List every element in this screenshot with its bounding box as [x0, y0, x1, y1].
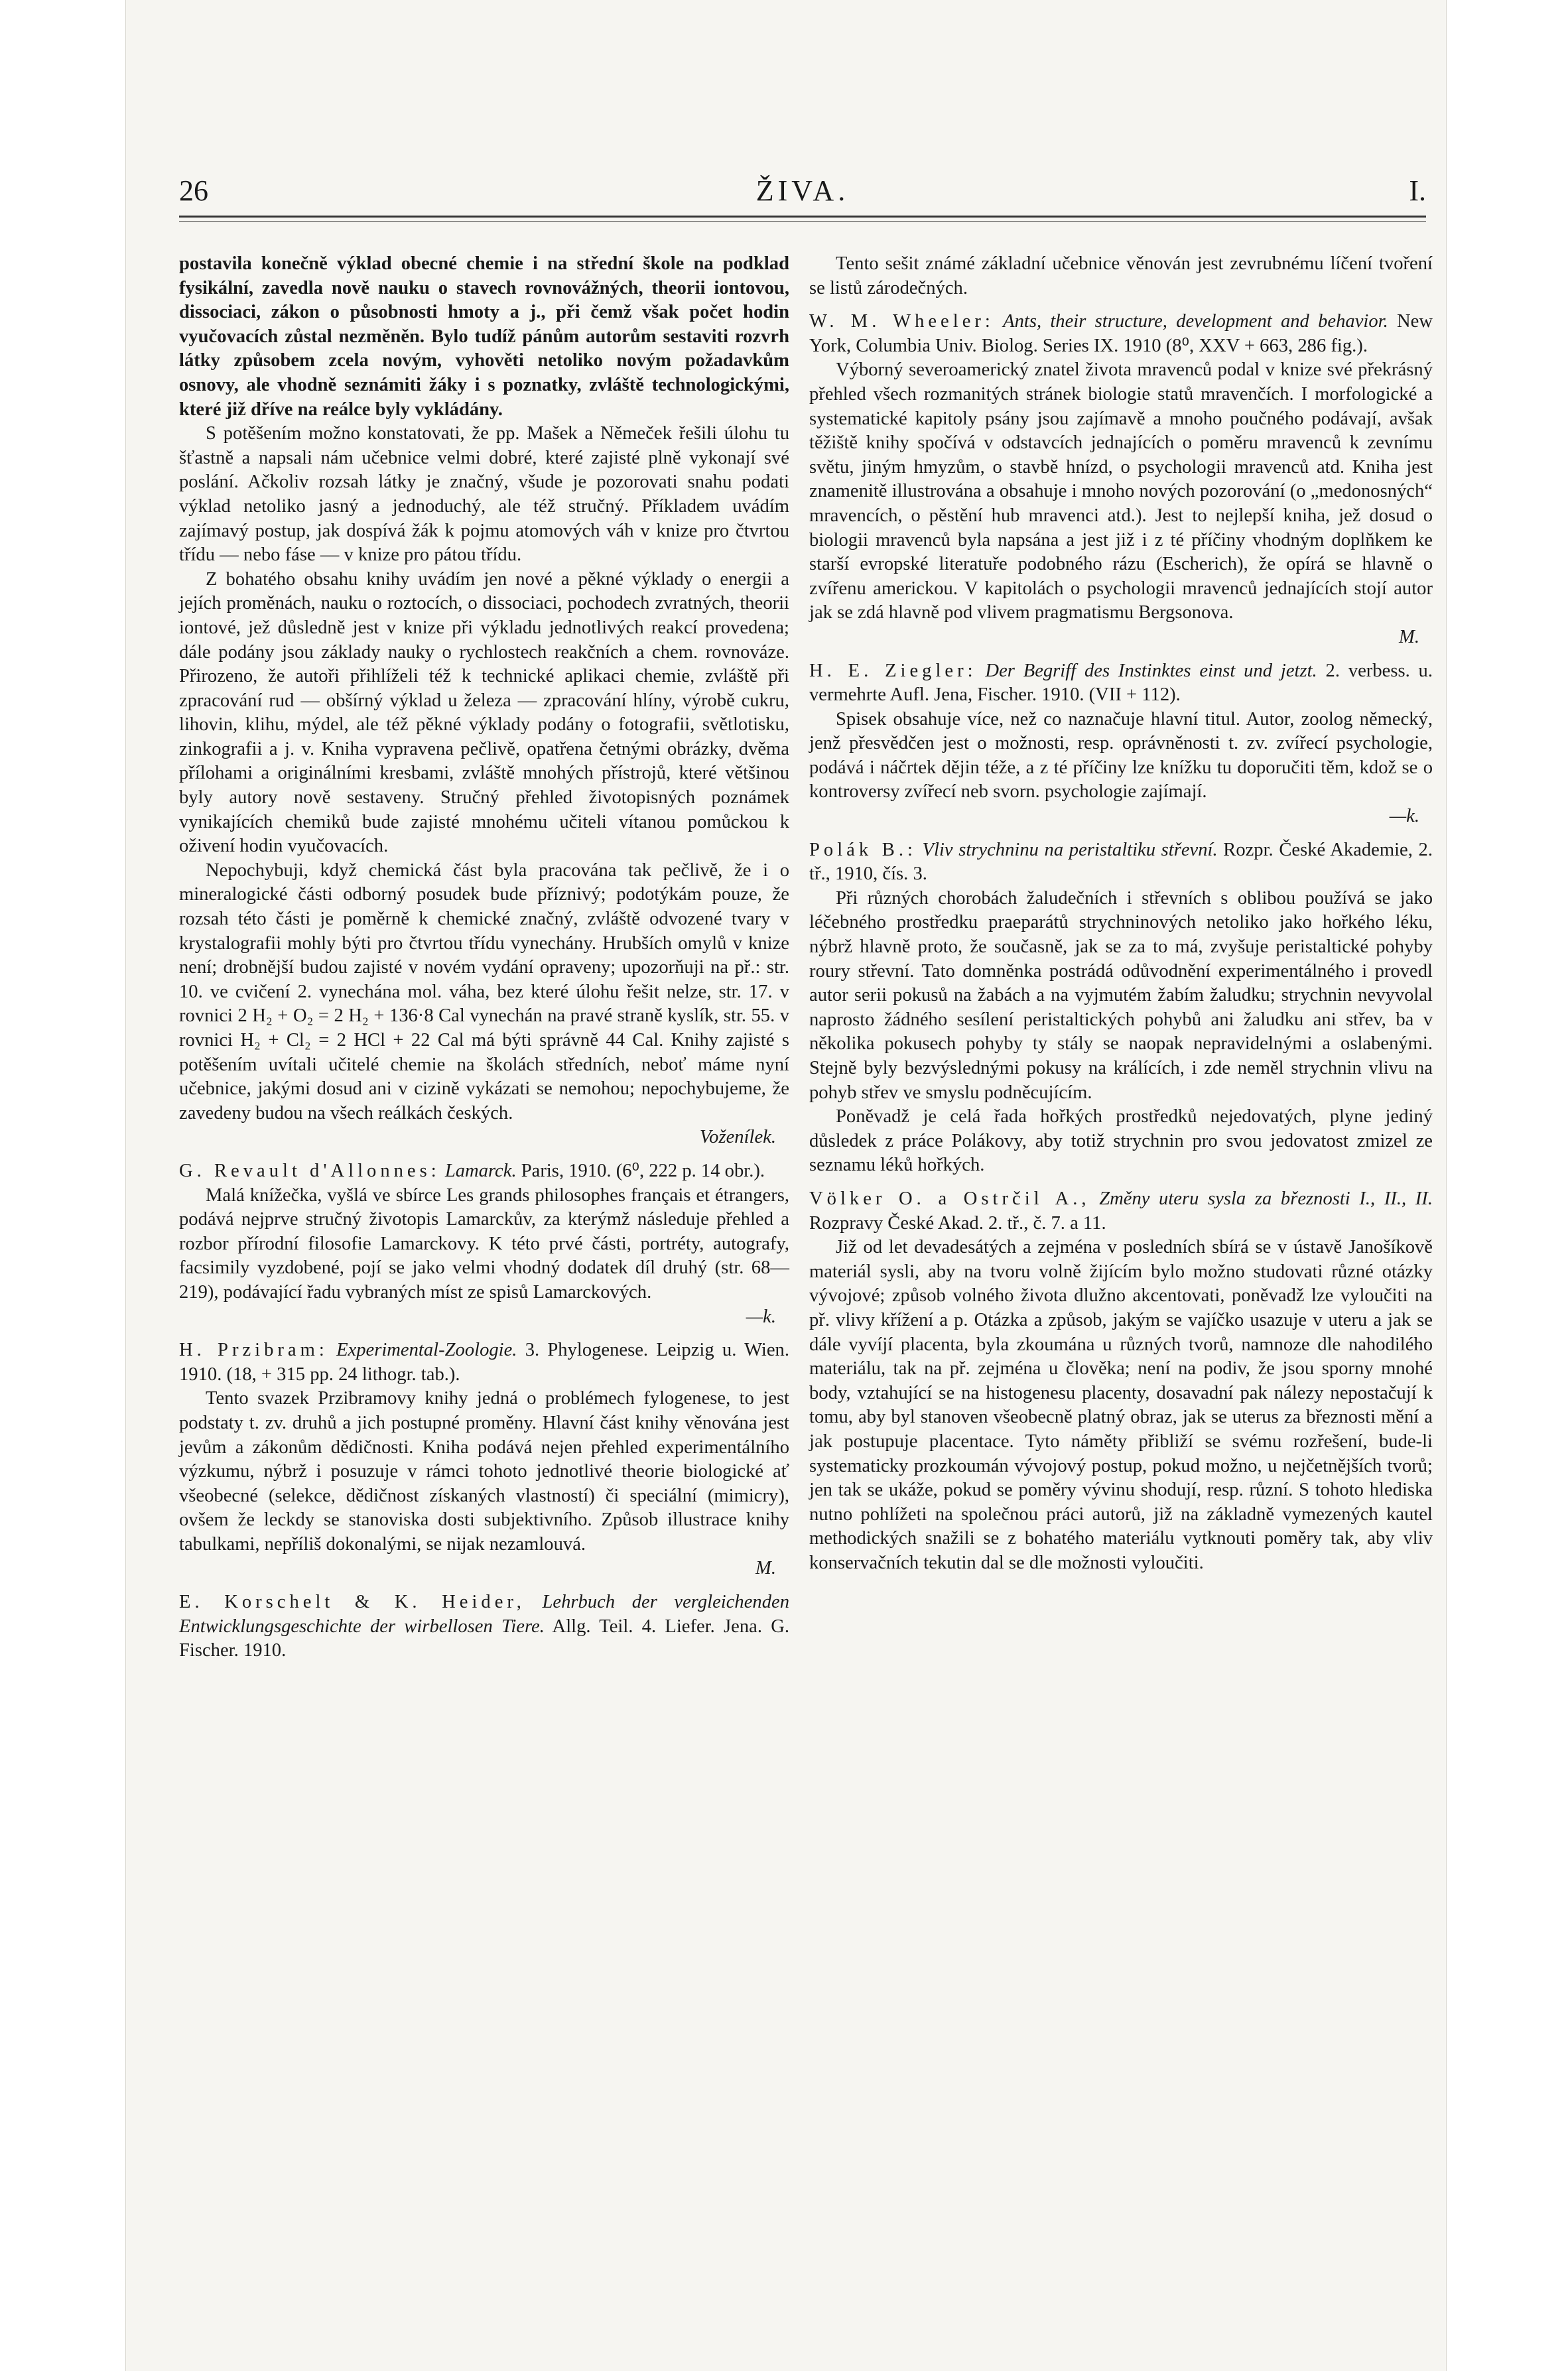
entry-citation [809, 310, 1433, 358]
entry-title: Lehrbuch der vergleichenden Entwicklungsgeschichte der wirbellosen Tiere. [179, 1592, 789, 1637]
entry-citation [809, 838, 1433, 887]
review-entry [809, 310, 1433, 649]
paragraph: Při různých chorobách žaludečních i střevních s oblibou používá se jako léčebného prostředku praeparátů strychninových netoliko jako hořkého léku, nýbrž hlavně proto, že současně, jak se za to má, zvyšuje peristaltické pohyby roury střevní. Tato domněnka postrádá odůvodnění experimentálného i provedl autor serii pokusů na žabách a na vyjmutém žabím žaludku; strychnin nevyvolal naprosto žádného sesílení peristaltických pohybů ani žaludku ani střev, ba v několika pokusech pohyby ty stály se naopak nepravidelnými a oslabenými. Stejně byly bezvýslednými pokusy na králících, i zde neměl strychnin vlivu na pohyb střev ve smyslu podněcujícím. [809, 887, 1433, 1103]
review-entry [809, 659, 1433, 829]
left-column [179, 252, 789, 1663]
journal-title: ŽIVA. [755, 174, 850, 207]
entry-publication: Rozpr. České Akademie, 2. tř., 1910, čís. 3. [809, 839, 1433, 885]
entry-author: Völker O. a Ostrčil A., [809, 1188, 1090, 1209]
entry-author: W. M. Wheeler: [809, 311, 994, 332]
signature: —k. [1389, 806, 1419, 827]
review-entry [809, 1187, 1433, 1576]
entry-citation [179, 1159, 789, 1184]
paragraph: Poněvadž je celá řada hořkých prostředků nejedovatých, plyne jediný důsledek z práce Polákovy, aby totiž strychnin pro svou jedovatost zmizel ze seznamu léků hořkých. [809, 1106, 1433, 1176]
paragraph: Nepochybuji, když chemická část byla pracována tak pečlivě, že i o mineralogické části odborný posudek bude příznivý; podotýkám pouze, že rozsah této části je poměrně k chemické značný, zvláště odvozené tvary v krystalografii mohly býti pro čtvrtou třídu vynechány. Hrubších omylů v knize není; drobnější budou zajisté v novém vydání opraveny; upozorňuji na př.: str. 10. ve cvičení 2. vynechána mol. váha, bez které úlohu řešit nelze, str. 17. v rovnici 2 H₂ + O₂ = 2 H₂ + 136·8 Cal vynechán na pravé straně kyslík, str. 55. v rovnici H₂ + Cl₂ = 2 HCl + 22 Cal má býti správně 44 Cal. Knihy zajisté s potěšením uvítali učitelé chemie na školách středních, neboť máme nyní učebnice, jakými dosud ani v cizině vykázati se nemohou; nepochybujeme, že zavedeny budou na všech reálkách českých. [179, 860, 789, 1123]
entry-publication: New York, Columbia Univ. Biolog. Series IX. 1910 (8⁰, XXV + 663, 286 fig.). [809, 311, 1433, 356]
entry-title: Ants, their structure, development and behavior. [1003, 311, 1388, 332]
entry-citation [179, 1590, 789, 1663]
paragraph: Malá knížečka, vyšlá ve sbírce Les grands philosophes français et étrangers, podává nejprve stručný životopis Lamarckův, za kterýmž následuje přehled a rozbor přírodní filosofie Lamarckovy. K této prvé části, portréty, autografy, facsimily vyzdobené, pojí se jako velmi vhodný dodatek díl druhý (str. 68—219), podávající řadu vybraných míst ze spisů Lamarckových. [179, 1185, 789, 1303]
signature: Voženílek. [699, 1127, 776, 1148]
entry-title: Změny uteru sysla za březnosti I., II., II. [1099, 1188, 1433, 1209]
entry-citation [179, 1338, 789, 1387]
entry-title: Experimental-Zoologie. [336, 1340, 517, 1361]
entry-author: E. Korschelt & K. Heider, [179, 1592, 525, 1613]
review-entry [179, 1590, 789, 1663]
entry-publication: 2. verbess. u. vermehrte Aufl. Jena, Fischer. 1910. (VII + 112). [809, 660, 1433, 706]
entry-publication: 3. Phylogenese. Leipzig u. Wien. 1910. (18, + 315 pp. 24 lithogr. tab.). [179, 1340, 789, 1385]
issue-number: I. [1409, 174, 1426, 207]
paragraph: Výborný severoamerický znatel života mravenců podal v knize své překrásný přehled všech rozmanitých stránek biologie statů mravenčích. I morfologické a systematické kapitoly psány jsou zajímavě a mnoho poučného podávají, avšak těžiště knihy spočívá v odstavcích jednajících o poměru mravenců k zevnímu světu, jiným hmyzům, o stavbě hnízd, o psychologii mravenců atd. Kniha jest znamenitě illustrována a obsahuje i mnoho nových pozorování (o „medonosných“ mravencích, o pěstění hub mravenci atd.). Jest to nejlepší kniha, jež dosud o biologii mravenců byla napsána a jest již i z té příčiny vhodným doplňkem ke starší evropské literatuře podobného rázu (Escherich), že opírá se hlavně o zvířenu americkou. V kapitolách o psychologii mravenců jednajících stojí autor jak se zdá hlavně pod vlivem pragmatismu Bergsonova. [809, 359, 1433, 623]
signature: M. [755, 1558, 776, 1579]
review-entry [809, 838, 1433, 1178]
entry-author: H. E. Ziegler: [809, 660, 977, 681]
entry-author: H. Przibram: [179, 1340, 328, 1361]
paragraph: S potěšením možno konstatovati, že pp. Mašek a Němeček řešili úlohu tu šťastně a napsali nám učebnice velmi dobré, které zajisté plně vykonají své poslání. Ačkoliv rozsah látky je značný, všude je pozorovati snahu podati výklad netoliko jasný a jednoduchý, ale též stručný. Příkladem uvádím zajímavý postup, jak dospívá žák k pojmu atomových váh v knize pro čtvrtou třídu — nebo fáse — v knize pro pátou třídu. [179, 423, 789, 566]
right-column [809, 252, 1433, 1575]
entry-author: Polák B.: [809, 839, 917, 860]
header-rule-thin [179, 221, 1426, 222]
paragraph: Tento svazek Przibramovy knihy jedná o problémech fylogenese, to jest podstaty t. zv. druhů a jich postupné proměny. Hlavní část knihy věnována jest jevům a zákonům dědičnosti. Kniha podává nejen přehled experimentálního výzkumu, nýbrž i posuzuje v rámci tohoto jednotlivé theorie biologické ať všeobecné (selekce, dědičnost získaných vlastností) či speciální (mimicry), ovšem že leckdy se stanoviska dosti subjektivního. Způsob illustrace knihy tabulkami, nepříliš dokonalými, se nijak nezamlouvá. [179, 1388, 789, 1555]
paragraph: postavila konečně výklad obecné chemie i na střední škole na podklad fysikální, zavedla nově nauku o stavech rovnovážných, theorii iontovou, dissociaci, zákon o působnosti hmoty a j., při čemž však počet hodin vyučovacích zůstal nezměněn. Bylo tudíž pánům autorům sestaviti rozvrh látky způsobem zcela novým, vyhověti netoliko novým požadavkům osnovy, ale vhodně seznámiti žáky i s poznatky, zvláště technologickými, které již dříve na reálce byly vykládány. [179, 253, 789, 420]
signature: —k. [746, 1306, 776, 1327]
entry-publication: Allg. Teil. 4. Liefer. Jena. G. Fischer. 1910. [179, 1616, 790, 1661]
entry-title: Vliv strychninu na peristaltiku střevní. [922, 839, 1218, 860]
review-entry [179, 1338, 789, 1581]
entry-author: G. Revault d'Allonnes: [179, 1160, 440, 1181]
paragraph: Z bohatého obsahu knihy uvádím jen nové a pěkné výklady o energii a jejích proměnách, nauku o roztocích, o dissociaci, pochodech zvratných, theorii iontové, jež důsledně jest v knize při výkladu jednotlivých reakcí provedena; dále podány jsou základy nauky o rychlostech reakčních a chem. rovnováze. Přirozeno, že autoři přihlíželi též k technické aplikaci chemie, zvláště při zpracování rud — obšírný výklad u železa — zpracování hlíny, výrobě cukru, lihovin, klihu, mýdel, ale též pěkné výklady podány o fotografii, světlotisku, zinkografii a j. v. Kniha vypravena pečlivě, opatřena četnými obrázky, dvěma přílohami a originálními kresbami, zvláště mnohých přístrojů, které většinou byly autory nově sestaveny. Stručný přehled životopisných poznámek vynikajících chemiků bude zajisté mnohému učiteli vítanou pomůckou k oživení hodin vyučovacích. [179, 568, 789, 857]
entry-citation [809, 659, 1433, 708]
paragraph: Již od let devadesátých a zejména v posledních sbírá se v ústavě Janošíkově materiál sysli, aby na tvoru volně žijícím bylo možno studovati různé otázky vývojové; způsob volného života dlužno akcentovati, poněvadž lze vyloučiti na př. vlivy křížení a p. Otázka a způsob, jakým se vajíčko usazuje v uteru a jak se dále vyvíjí placenta, byla zkoumána u různých tvorů, namnoze dle nahodilého materiálu, tak na př. zejména u člověka; není na podiv, že jsou sporny mnohé body, vztahující se na histogenesu placenty, dosavadní pak nálezy nepostačují k tomu, aby byl stanoven všeobecně platný obraz, jak se uterus za březnosti mění a jak postupuje placentace. Tyto náměty přibliží se svému rozřešení, bude-li systematicky prozkoumán vývojový postup, pokud možno, u nejčetnějších tvorů; jen tak se ukáže, pokud se poměry vývinu shodují, resp. různí. S tohoto hlediska nutno pohlížeti na společnou práci autorů, již na základně vymezených kautel methodických snažili se z bohatého materiálu vytknouti poměry tak, aby vliv konservačních tekutin dal se dle možnosti vyloučiti. [809, 1237, 1433, 1573]
signature: M. [1399, 626, 1419, 647]
journal-page [126, 0, 1446, 2371]
header-rule [179, 216, 1426, 218]
entry-citation [809, 1187, 1433, 1236]
page-header [179, 174, 1426, 214]
entry-publication: Rozpravy České Akad. 2. tř., č. 7. a 11. [809, 1212, 1106, 1234]
paragraph: Spisek obsahuje více, než co naznačuje hlavní titul. Autor, zoolog německý, jenž přesvědčen jest o možnosti, resp. oprávněnosti t. zv. zvířecí psychologie, podává i náčrtek dějin téže, a z té příčiny lze knížku tu doporučiti těm, kdož se o kontroversy zvířecí neb svorn. psychologie zajímají. [809, 708, 1433, 802]
entry-publication: Paris, 1910. (6⁰, 222 p. 14 obr.). [521, 1160, 765, 1181]
entry-title: Lamarck. [444, 1160, 517, 1181]
paragraph: Tento sešit známé základní učebnice věnován jest zevrubnému líčení tvoření se listů zárodečných. [809, 253, 1433, 298]
entry-title: Der Begriff des Instinktes einst und jetzt. [985, 660, 1317, 681]
review-entry [179, 1159, 789, 1329]
page-number: 26 [179, 174, 208, 207]
